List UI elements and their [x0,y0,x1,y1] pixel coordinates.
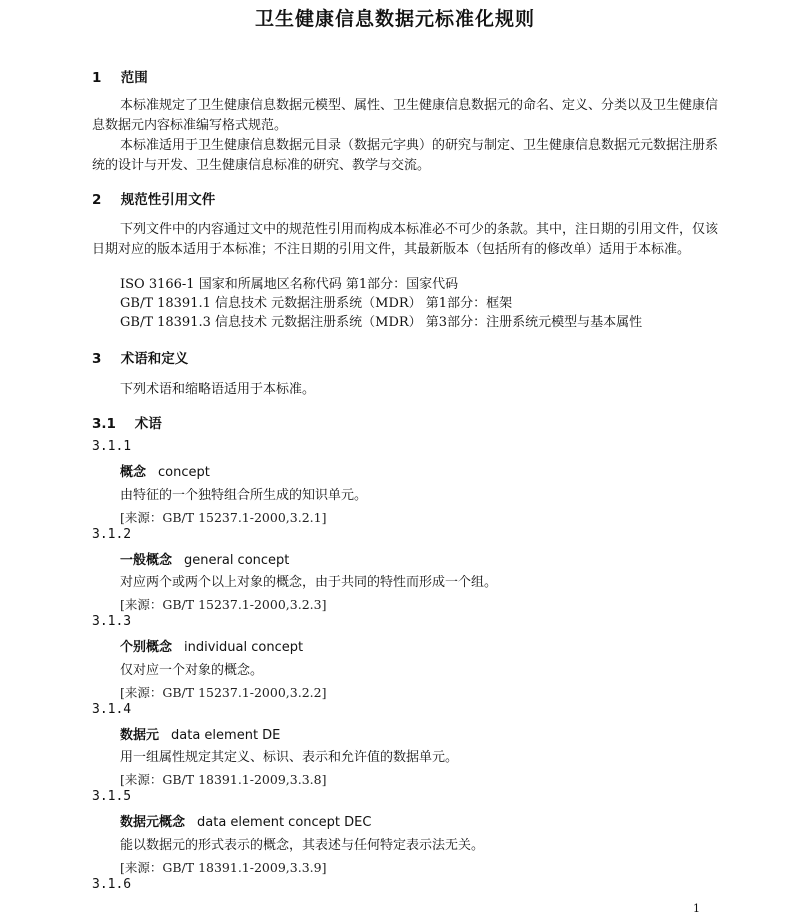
section-number: 3 [92,351,102,367]
term-zh: 一般概念 [120,553,173,568]
clause-number: 3.1.3 [92,614,132,629]
reference-item: GB/T 18391.3 信息技术 元数据注册系统（MDR） 第3部分：注册系统元模型与基本属性 [120,315,643,330]
term-zh: 概念 [120,465,147,480]
term-entry [120,636,303,655]
term-en: concept [158,465,210,480]
clause-number: 3.1.1 [92,439,132,454]
term-en: data element DE [171,728,281,743]
section-number: 1 [92,70,102,86]
term-source: [来源：GB/T 15237.1-2000,3.2.3] [120,597,327,612]
term-zh: 个别概念 [120,640,173,655]
term-definition: 仅对应一个对象的概念。 [120,663,264,678]
clause-number: 3.1.5 [92,789,132,804]
clause-number: 3.1.4 [92,702,132,717]
term-zh: 数据元概念 [120,815,186,830]
term-entry [120,724,280,743]
term-definition: 对应两个或两个以上对象的概念，由于共同的特性而形成一个组。 [120,575,498,590]
term-en: general concept [184,553,290,568]
term-source: [来源：GB/T 18391.1-2009,3.3.8] [120,772,327,787]
paragraph: 本标准规定了卫生健康信息数据元模型、属性、卫生健康信息数据元的命名、定义、分类以及卫生健康信息数据元内容标准编写格式规范。 [92,98,719,133]
term-definition: 由特征的一个独特组合所生成的知识单元。 [120,488,368,503]
term-definition: 能以数据元的形式表示的概念，其表述与任何特定表示法无关。 [120,838,485,853]
term-en: individual concept [184,640,304,655]
subsection-number: 3.1 [92,416,116,432]
section-title: 术语和定义 [120,351,189,367]
section-1-heading [92,66,148,86]
subsection-title: 术语 [134,416,162,432]
term-definition: 用一组属性规定其定义、标识、表示和允许值的数据单元。 [120,750,459,765]
term-zh: 数据元 [120,728,160,743]
paragraph: 本标准适用于卫生健康信息数据元目录（数据元字典）的研究与制定、卫生健康信息数据元元数据注册系统的设计与开发、卫生健康信息标准的研究、教学与交流。 [92,138,719,173]
reference-item: GB/T 18391.1 信息技术 元数据注册系统（MDR） 第1部分：框架 [120,296,513,311]
section-3-heading [92,347,188,367]
section-title: 规范性引用文件 [120,192,216,208]
paragraph: 下列术语和缩略语适用于本标准。 [120,382,316,397]
reference-item: ISO 3166-1 国家和所属地区名称代码 第1部分：国家代码 [120,277,459,292]
term-entry [120,549,289,568]
clause-number: 3.1.2 [92,527,132,542]
term-entry [120,461,210,480]
document-title: 卫生健康信息数据元标准化规则 [254,8,535,30]
section-number: 2 [92,192,102,208]
clause-number: 3.1.6 [92,877,132,892]
term-en: data element concept DEC [197,815,372,830]
section-2-heading [92,188,215,208]
term-source: [来源：GB/T 15237.1-2000,3.2.2] [120,685,327,700]
page-number: 1 [693,902,700,915]
paragraph: 下列文件中的内容通过文中的规范性引用而构成本标准必不可少的条款。其中，注日期的引用文件，仅该日期对应的版本适用于本标准；不注日期的引用文件，其最新版本（包括所有的修改单）适用于本标准。 [92,222,719,257]
subsection-heading [92,412,162,432]
term-entry [120,811,371,830]
section-title: 范围 [120,70,148,86]
term-source: [来源：GB/T 18391.1-2009,3.3.9] [120,860,327,875]
term-source: [来源：GB/T 15237.1-2000,3.2.1] [120,510,327,525]
